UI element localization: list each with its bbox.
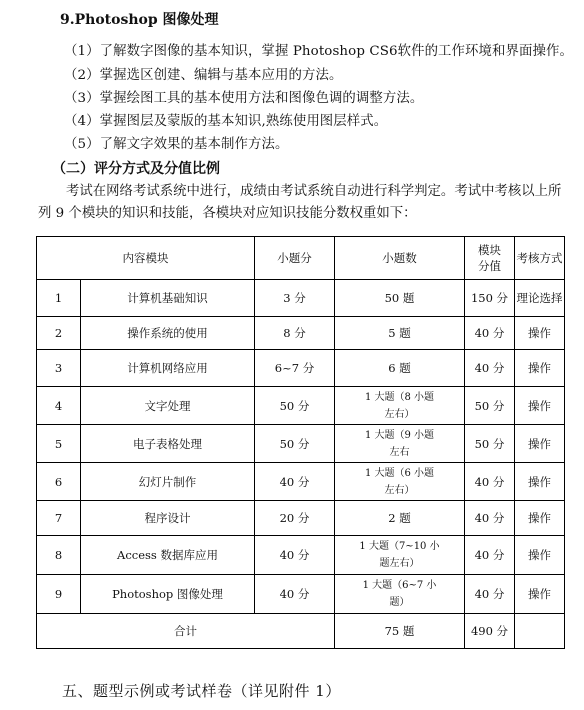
row-score: 50 分 <box>465 425 515 463</box>
row-score: 40 分 <box>465 463 515 501</box>
row-count: 6 题 <box>335 350 465 387</box>
row-points: 3 分 <box>255 280 335 317</box>
row-count: 1 大题（6 小题左右） <box>335 463 465 501</box>
row-score: 150 分 <box>465 280 515 317</box>
requirement-item-5: （5）了解文字效果的基本制作方法。 <box>64 137 289 152</box>
row-method: 操作 <box>515 463 565 501</box>
row-points: 50 分 <box>255 425 335 463</box>
table-row <box>37 280 565 317</box>
row-name: Access 数据库应用 <box>81 536 255 575</box>
row-no: 5 <box>37 425 81 463</box>
requirement-item-1: （1）了解数字图像的基本知识，掌握 Photoshop CS6软件的工作环境和界面操作。 <box>64 44 573 59</box>
requirement-item-4: （4）掌握图层及蒙版的基本知识,熟练使用图层样式。 <box>64 114 388 129</box>
header-module: 内容模块 <box>37 237 255 280</box>
header-score-line1: 模块 <box>478 243 501 257</box>
row-name: 幻灯片制作 <box>81 463 255 501</box>
row-method: 操作 <box>515 350 565 387</box>
row-points: 50 分 <box>255 387 335 425</box>
row-no: 7 <box>37 501 81 536</box>
table-row <box>37 387 565 425</box>
subheading-scoring: （二）评分方式及分值比例 <box>52 161 220 177</box>
header-count: 小题数 <box>335 237 465 280</box>
total-label: 合计 <box>37 614 335 649</box>
table-row <box>37 536 565 575</box>
row-points: 40 分 <box>255 536 335 575</box>
row-no: 3 <box>37 350 81 387</box>
table-row <box>37 575 565 614</box>
table-row <box>37 463 565 501</box>
row-method: 操作 <box>515 501 565 536</box>
row-method: 理论选择 <box>515 280 565 317</box>
row-count: 2 题 <box>335 501 465 536</box>
row-name: Photoshop 图像处理 <box>81 575 255 614</box>
row-no: 9 <box>37 575 81 614</box>
total-score: 490 分 <box>465 614 515 649</box>
table-row <box>37 350 565 387</box>
row-method: 操作 <box>515 575 565 614</box>
row-count: 1 大题（9 小题左右 <box>335 425 465 463</box>
row-points: 40 分 <box>255 463 335 501</box>
header-score-line2: 分值 <box>478 259 501 273</box>
row-method: 操作 <box>515 536 565 575</box>
row-points: 6~7 分 <box>255 350 335 387</box>
table-row <box>37 501 565 536</box>
row-points: 8 分 <box>255 317 335 350</box>
row-name: 计算机网络应用 <box>81 350 255 387</box>
row-name: 计算机基础知识 <box>81 280 255 317</box>
row-score: 40 分 <box>465 317 515 350</box>
row-score: 40 分 <box>465 501 515 536</box>
header-score <box>465 237 515 280</box>
row-name: 文字处理 <box>81 387 255 425</box>
table-row <box>37 317 565 350</box>
row-score: 40 分 <box>465 536 515 575</box>
score-table <box>36 236 565 649</box>
row-no: 6 <box>37 463 81 501</box>
row-method: 操作 <box>515 387 565 425</box>
row-method: 操作 <box>515 317 565 350</box>
requirement-item-3: （3）掌握绘图工具的基本使用方法和图像色调的调整方法。 <box>64 91 424 106</box>
scoring-paragraph: 考试在网络考试系统中进行，成绩由考试系统自动进行科学判定。考试中考核以上所列 9 个模块的知识和技能，各模块对应知识技能分数权重如下： <box>38 184 562 221</box>
section-heading-samples: 五、题型示例或考试样卷（详见附件 1） <box>62 682 341 700</box>
row-count: 1 大题（7~10 小题左右） <box>335 536 465 575</box>
table-header-row <box>37 237 565 280</box>
row-score: 40 分 <box>465 575 515 614</box>
row-method: 操作 <box>515 425 565 463</box>
total-method <box>515 614 565 649</box>
header-method: 考核方式 <box>515 237 565 280</box>
header-points: 小题分 <box>255 237 335 280</box>
row-name: 操作系统的使用 <box>81 317 255 350</box>
total-count: 75 题 <box>335 614 465 649</box>
table-total-row <box>37 614 565 649</box>
row-score: 50 分 <box>465 387 515 425</box>
row-points: 40 分 <box>255 575 335 614</box>
row-points: 20 分 <box>255 501 335 536</box>
row-no: 2 <box>37 317 81 350</box>
row-score: 40 分 <box>465 350 515 387</box>
table-row <box>37 425 565 463</box>
requirement-item-2: （2）掌握选区创建、编辑与基本应用的方法。 <box>64 68 343 83</box>
row-count: 1 大题（6~7 小题） <box>335 575 465 614</box>
row-no: 4 <box>37 387 81 425</box>
section-heading-photoshop: 9.Photoshop 图像处理 <box>60 12 219 28</box>
row-count: 5 题 <box>335 317 465 350</box>
row-name: 电子表格处理 <box>81 425 255 463</box>
row-count: 1 大题（8 小题左右） <box>335 387 465 425</box>
row-count: 50 题 <box>335 280 465 317</box>
row-name: 程序设计 <box>81 501 255 536</box>
row-no: 8 <box>37 536 81 575</box>
row-no: 1 <box>37 280 81 317</box>
